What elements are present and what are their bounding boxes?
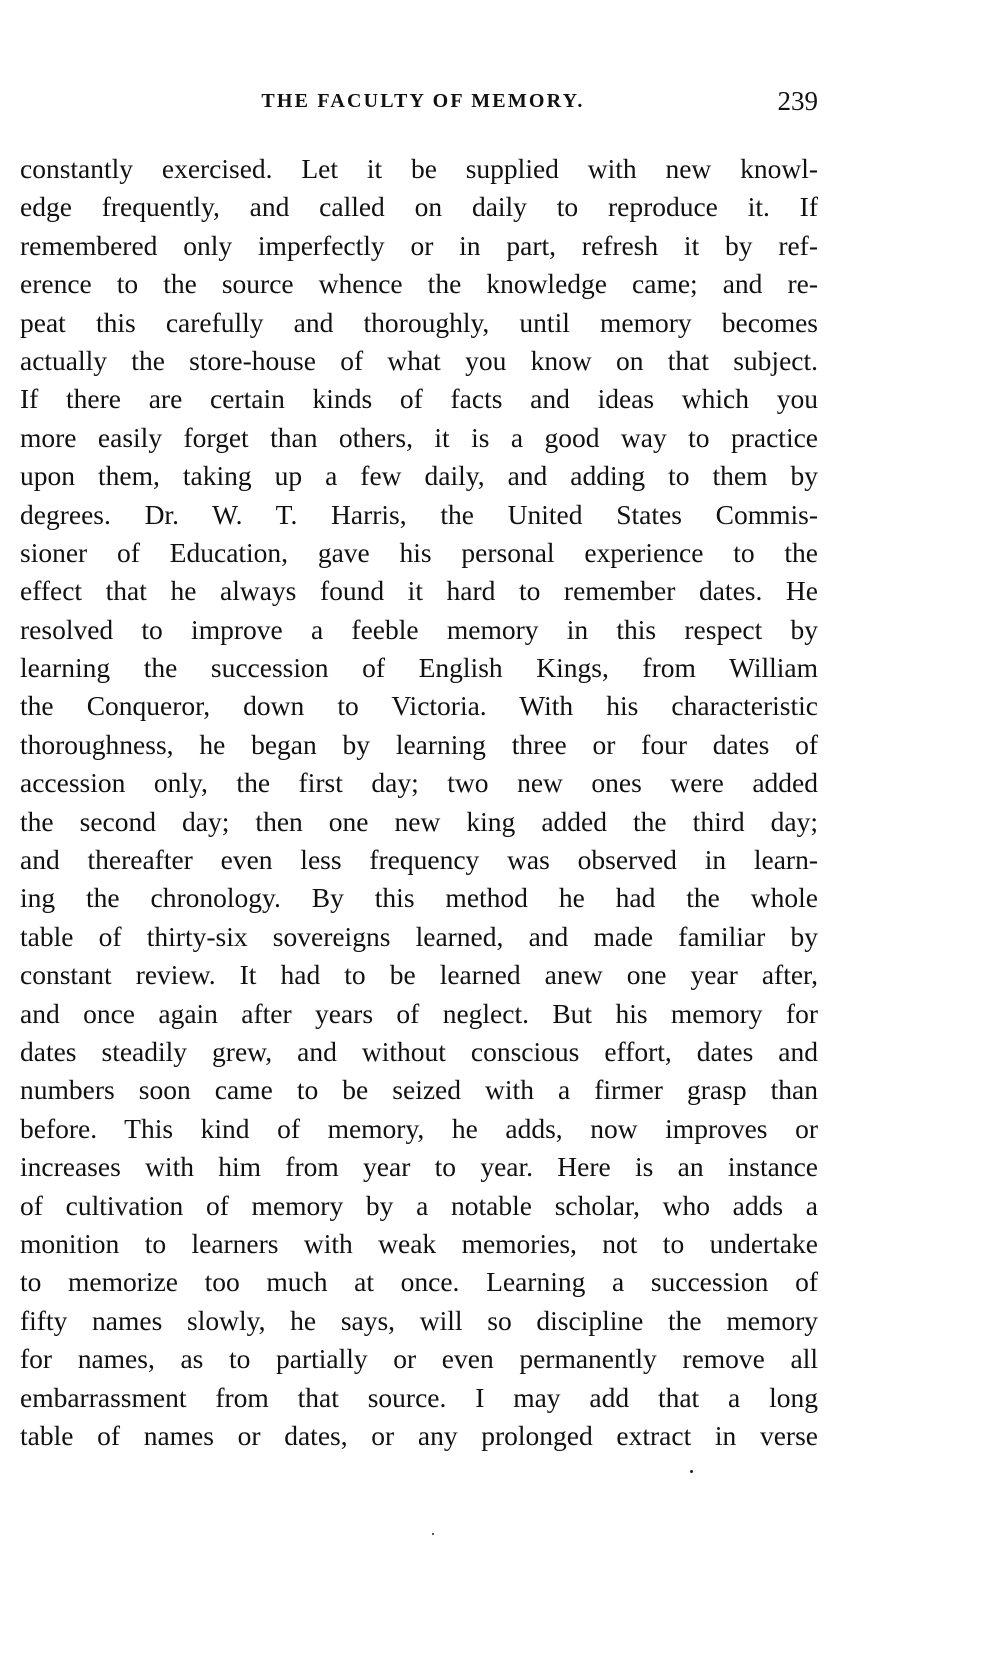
text-line: the second day; then one new king added the third day; <box>20 805 818 837</box>
body-text <box>20 150 818 1455</box>
text-line: learning the succession of English Kings, from William <box>20 652 818 684</box>
text-line: to memorize too much at once. Learning a succession of <box>20 1266 818 1298</box>
scan-speck <box>432 1533 434 1535</box>
text-line: embarrassment from that source. I may add that a long <box>20 1381 818 1413</box>
text-line: degrees. Dr. W. T. Harris, the United States Commis- <box>20 498 818 530</box>
text-line: of cultivation of memory by a notable scholar, who adds a <box>20 1189 818 1221</box>
text-line: increases with him from year to year. Here is an instance <box>20 1151 818 1183</box>
text-line: resolved to improve a feeble memory in this respect by <box>20 613 818 645</box>
text-line: numbers soon came to be seized with a firmer grasp than <box>20 1074 818 1106</box>
text-line: erence to the source whence the knowledge came; and re- <box>20 268 818 300</box>
text-line: effect that he always found it hard to remember dates. He <box>20 575 818 607</box>
text-line: constant review. It had to be learned anew one year after, <box>20 959 818 991</box>
text-line: monition to learners with weak memories, not to undertake <box>20 1227 818 1259</box>
text-line: If there are certain kinds of facts and ideas which you <box>20 383 818 415</box>
text-line: for names, as to partially or even permanently remove all <box>20 1343 818 1375</box>
text-line: table of names or dates, or any prolonged extract in verse <box>20 1419 818 1451</box>
text-line: edge frequently, and called on daily to reproduce it. If <box>20 191 818 223</box>
text-line: before. This kind of memory, he adds, now improves or <box>20 1112 818 1144</box>
text-line: accession only, the first day; two new ones were added <box>20 767 818 799</box>
scan-speck <box>690 1470 693 1473</box>
running-head <box>20 86 818 120</box>
text-line: thoroughness, he began by learning three or four dates of <box>20 728 818 760</box>
text-line: actually the store-house of what you know on that subject. <box>20 344 818 376</box>
text-line: table of thirty-six sovereigns learned, and made familiar by <box>20 920 818 952</box>
chapter-title: THE FACULTY OF MEMORY. <box>261 90 585 112</box>
text-line: the Conqueror, down to Victoria. With his characteristic <box>20 690 818 722</box>
text-line: constantly exercised. Let it be supplied with new knowl- <box>20 153 818 184</box>
text-line: and once again after years of neglect. But his memory for <box>20 997 818 1029</box>
text-line: peat this carefully and thoroughly, until memory becomes <box>20 306 818 338</box>
text-line: dates steadily grew, and without conscious effort, dates and <box>20 1035 818 1067</box>
text-line: ing the chronology. By this method he had the whole <box>20 882 818 914</box>
text-line: fifty names slowly, he says, will so discipline the memory <box>20 1304 818 1336</box>
text-line: more easily forget than others, it is a good way to practice <box>20 421 818 453</box>
text-line: sioner of Education, gave his personal experience to the <box>20 536 818 568</box>
text-line: and thereafter even less frequency was observed in learn- <box>20 844 818 876</box>
page-number: 239 <box>777 86 818 116</box>
text-line: remembered only imperfectly or in part, refresh it by ref- <box>20 229 818 261</box>
text-line: upon them, taking up a few daily, and adding to them by <box>20 460 818 492</box>
